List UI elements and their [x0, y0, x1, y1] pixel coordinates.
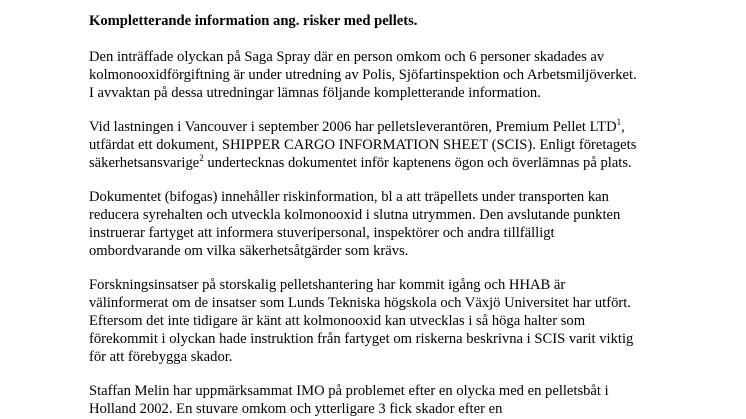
paragraph-scis-document — [89, 118, 729, 172]
paragraph-spacer — [89, 260, 729, 276]
paragraph-spacer — [89, 30, 729, 48]
text-line: reducera syrehalten och utveckla kolmonooxid i slutna utrymmen. Den avslutande punkten — [89, 207, 621, 223]
paragraph-risk-information — [89, 188, 729, 260]
paragraph-imo — [89, 382, 729, 418]
text-line: Forskningsinsatser på storskalig pelletshantering har kommit igång och HHAB är — [89, 277, 566, 293]
text-line: Den inträffade olyckan på Saga Spray där en person omkom och 6 personer skadades av — [89, 49, 605, 65]
text-fragment: undertecknas dokumentet inför kaptenens ögon och överlämnas på plats. — [203, 155, 632, 171]
footnote-ref-1: 1 — [616, 117, 622, 127]
text-fragment: Vid lastningen i Vancouver i september 2006 har pelletsleverantören, Premium Pellet LTD — [89, 119, 617, 135]
text-line: kolmonooxidförgiftning är under utredning av Polis, Sjöfartinspektion och Arbetsmiljöverket. — [89, 67, 637, 83]
text-line: för att förebygga skador. — [89, 349, 233, 365]
document-page — [89, 12, 729, 418]
text-line: förekommit i olyckan hade instruktion från fartyget om riskerna beskrivna i SCIS varit viktig — [89, 331, 634, 347]
text-line: Dokumentet (bifogas) innehåller riskinformation, bl a att träpellets under transporten kan — [89, 189, 609, 205]
text-line: Staffan Melin har uppmärksammat IMO på problemet efter en olycka med en pelletsbåt i — [89, 383, 609, 399]
text-line: utfärdat ett dokument, SHIPPER CARGO INFORMATION SHEET (SCIS). Enligt företagets — [89, 137, 637, 153]
paragraph-spacer — [89, 172, 729, 188]
text-line: Holland 2002. En stuvare omkom och ytterligare 3 fick skador efter en — [89, 401, 503, 417]
paragraph-spacer — [89, 366, 729, 382]
text-fragment: , — [621, 119, 625, 135]
text-line: välinformerat om de insatser som Lunds Tekniska högskola och Växjö Universitet har utfört. — [89, 295, 631, 311]
text-line: instruerar fartyget att informera stuveripersonal, inspektörer och andra tillfälligt — [89, 225, 555, 241]
text-line: I avvaktan på dessa utredningar lämnas följande kompletterande information. — [89, 85, 541, 101]
text-line — [89, 118, 729, 136]
footnote-ref-2: 2 — [199, 153, 204, 163]
text-line — [89, 154, 729, 172]
paragraph-accident-intro — [89, 48, 729, 102]
paragraph-research — [89, 276, 729, 366]
paragraph-spacer — [89, 102, 729, 118]
text-fragment: säkerhetsansvarige — [89, 155, 200, 171]
text-line: ombordvarande om vilka säkerhetsåtgärder som krävs. — [89, 243, 409, 259]
text-line: Eftersom det inte tidigare är känt att kolmonooxid kan utvecklas i så höga halter som — [89, 313, 586, 329]
document-title: Kompletterande information ang. risker med pellets. — [89, 13, 418, 29]
